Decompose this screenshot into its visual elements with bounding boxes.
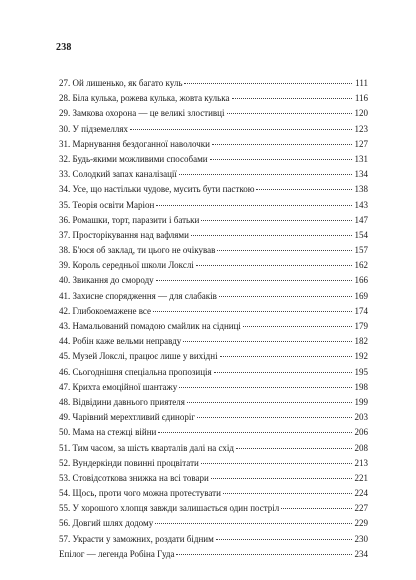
toc-entry [59,516,368,531]
toc-entry-page: 157 [354,245,368,256]
dot-leader [256,189,352,190]
toc-entry [59,441,368,456]
toc-entry-title: 42. Глибокоемажене все [59,305,152,316]
dot-leader [219,296,352,297]
toc-entry [59,228,368,243]
toc-entry [59,319,368,334]
toc-entry-page: 169 [354,290,368,301]
toc-entry-title: 39. Король середньої школи Локслі [59,260,194,271]
dot-leader [184,83,352,84]
toc-entry-page: 174 [354,305,368,316]
dot-leader [191,235,352,236]
dot-leader [201,220,352,221]
toc-entry [59,501,368,516]
toc-entry-title: 34. Усе, що настільки чудове, мусить бути пасткою [59,184,255,195]
toc-entry-title: 38. Б'юся об заклад, ти цього не очікував [59,245,216,256]
toc-entry-page: 198 [354,381,368,392]
toc-entry-page: 179 [354,321,368,331]
toc-entry-page: 127 [354,138,368,149]
toc-entry-page: 208 [354,442,368,453]
toc-entry-title: 45. Музей Локслі, працює лише у вихідні [59,351,218,362]
toc-entry-page: 143 [354,199,368,210]
toc-entry [59,486,368,501]
toc-entry [59,91,368,106]
dot-leader [153,311,352,312]
toc-entry [59,106,368,121]
toc-entry [59,547,368,562]
toc-entry-title: 54. Щось, проти чого можна протестувати [59,488,221,499]
dot-leader [214,372,352,373]
toc-entry-title: 30. У підземеллях [59,123,128,134]
toc-entry-title: 50. Мама на стежці війни [59,427,157,438]
toc-entry-title: 28. Біла кулька, рожева кулька, жовта кулька [59,93,230,104]
toc-entry-page: 131 [354,153,368,164]
dot-leader [211,478,352,479]
toc-entry [59,258,368,273]
dot-leader [220,356,352,357]
toc-entry [59,243,368,258]
toc-entry-page: 166 [354,275,368,286]
toc-entry-title: 43. Намальований помадою смайлик на сідниці [59,321,241,331]
toc-entry [59,122,368,137]
dot-leader [156,205,352,206]
toc-entry-title: 51. Тим часом, за шість кварталів далі на схід [59,442,234,453]
toc-entry-page: 134 [354,169,368,180]
toc-entry-title: 56. Довгий шлях додому [59,518,154,529]
toc-entry-title: 47. Крихта емоційної шантажу [59,381,178,392]
toc-entry-title: 31. Марнування бездоганної наволочки [59,138,210,149]
toc-entry [59,289,368,304]
toc-entry-page: 230 [354,533,368,544]
toc-entry [59,213,368,228]
dot-leader [217,250,352,251]
toc-entry-page: 120 [354,108,368,119]
dot-leader [187,402,352,403]
toc-entry-title: Епілог — легенда Робіна Гуда [59,548,175,559]
dot-leader [201,463,352,464]
toc-entry-page: 203 [354,412,368,423]
toc-entry-title: 52. Вундеркінди повинні процвітати [59,457,199,468]
toc-entry-title: 49. Чарівний мерехтливий єдиноріг [59,412,196,423]
toc-entry [59,304,368,319]
toc-entry-page: 162 [354,260,368,271]
dot-leader [155,523,352,524]
toc-entry [59,152,368,167]
toc-entry [59,137,368,152]
toc-entry [59,198,368,213]
dot-leader [216,539,352,540]
dot-leader [197,417,352,418]
toc-entry [59,182,368,197]
dot-leader [210,159,352,160]
toc-entry [59,349,368,364]
toc-entry-page: 206 [354,427,368,438]
toc-entry-page: 138 [354,184,368,195]
toc-entry-title: 29. Замкова охорона — це великі злостивці [59,108,225,119]
dot-leader [183,341,352,342]
toc-entry-title: 48. Відвідини давнього приятеля [59,396,185,407]
toc-entry [59,380,368,395]
toc-entry-page: 111 [355,78,368,88]
toc-entry-title: 32. Будь-якими можливими способами [59,153,208,164]
dot-leader [227,113,353,114]
toc-entry-title: 33. Солодкий запах каналізації [59,169,177,180]
toc-entry [59,167,368,182]
dot-leader [281,508,352,509]
toc-entry-title: 37. Просторікування над вафлями [59,229,189,240]
dot-leader [243,326,352,327]
page-number: 238 [56,42,72,53]
toc-entry [59,334,368,349]
toc-entry-title: 57. Украсти у заможних, роздати бідним [59,533,214,544]
toc-entry-page: 154 [354,229,368,240]
toc-entry [59,76,368,91]
toc-entry-page: 182 [354,336,368,347]
toc-entry [59,410,368,425]
toc-entry-title: 46. Сьогоднішня спеціальна пропозиція [59,366,212,377]
toc-entry-title: 36. Ромашки, торт, паразити і батьки [59,214,200,225]
toc-entry [59,425,368,440]
toc-entry-title: 40. Звикання до смороду [59,275,154,286]
dot-leader [179,174,352,175]
toc-entry-title: 27. Ой лишенько, як багато куль [59,78,183,88]
toc-entry-page: 227 [354,503,368,514]
dot-leader [232,98,353,99]
table-of-contents [59,76,368,562]
dot-leader [179,387,352,388]
dot-leader [176,554,352,555]
toc-entry-page: 234 [354,548,368,559]
toc-entry-page: 147 [354,214,368,225]
toc-entry-title: 41. Захисне спорядження — для слабаків [59,290,217,301]
toc-entry-page: 123 [354,123,368,134]
toc-entry [59,471,368,486]
dot-leader [212,144,352,145]
dot-leader [236,448,352,449]
toc-entry-page: 199 [354,396,368,407]
toc-entry-page: 192 [354,351,368,362]
toc-entry [59,532,368,547]
dot-leader [130,129,352,130]
toc-entry-title: 55. У хорошого хлопця завжди залишається один постріл [59,503,280,514]
dot-leader [156,280,352,281]
dot-leader [223,493,352,494]
toc-entry-title: 53. Стовідсоткова знижка на всі товари [59,472,209,483]
toc-entry-page: 229 [354,518,368,529]
toc-entry-title: 35. Теорія освіти Маріон [59,199,155,210]
toc-entry-page: 195 [354,366,368,377]
toc-entry-page: 213 [354,457,368,468]
toc-entry-page: 116 [354,93,368,104]
toc-entry [59,273,368,288]
toc-entry-title: 44. Робін каже вельми неправду [59,336,182,347]
dot-leader [196,265,352,266]
toc-entry-page: 224 [354,488,368,499]
toc-entry-page: 221 [354,472,368,483]
toc-entry [59,395,368,410]
dot-leader [158,432,352,433]
toc-entry [59,456,368,471]
toc-entry [59,365,368,380]
